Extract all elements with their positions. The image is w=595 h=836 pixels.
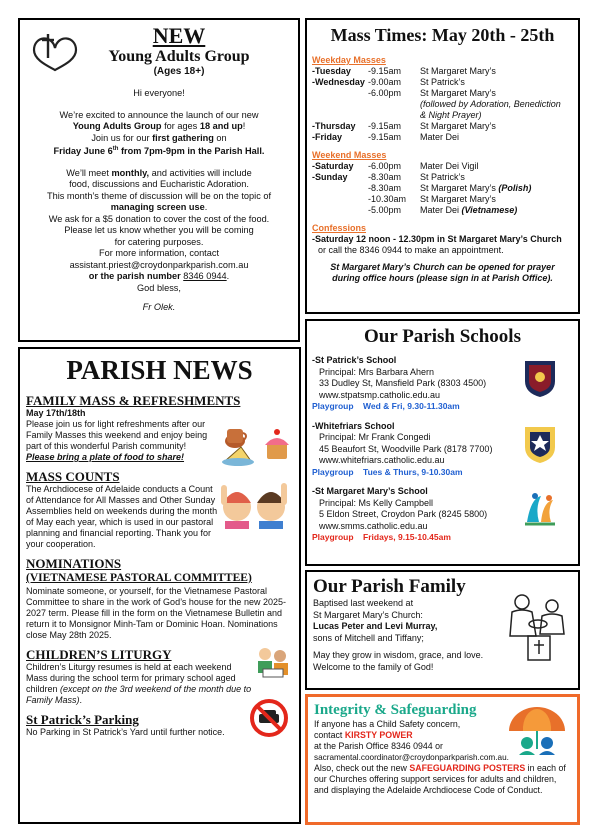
st-margaret-marys-logo-icon bbox=[521, 488, 559, 530]
weekday-row bbox=[312, 110, 573, 121]
children-reading-icon bbox=[255, 645, 291, 679]
parking-heading: St Patrick’s Parking bbox=[26, 712, 139, 727]
weekday-row bbox=[312, 77, 573, 88]
nominations-heading: NOMINATIONS bbox=[26, 556, 122, 571]
mass-day bbox=[312, 205, 368, 216]
family-title: Our Parish Family bbox=[313, 576, 466, 597]
weekday-row bbox=[312, 66, 573, 77]
mass-day: -Saturday bbox=[312, 161, 354, 171]
school-item bbox=[312, 486, 573, 544]
mass-day: -Tuesday bbox=[312, 66, 351, 76]
family-line-1: Baptised last weekend at bbox=[313, 598, 414, 608]
family-parents: sons of Mitchell and Tiffany; bbox=[313, 632, 424, 643]
safeguarding-line-2: contact KIRSTY POWER bbox=[314, 730, 413, 740]
school-website-link[interactable]: www.whitefriars.catholic.edu.au bbox=[319, 455, 445, 465]
school-address: 33 Dudley St, Mansfield Park (8303 4500) bbox=[319, 378, 487, 388]
family-line-2: St Margaret Mary’s Church: bbox=[313, 609, 423, 620]
mass-church: Mater Dei bbox=[420, 132, 460, 142]
mass-day bbox=[312, 110, 368, 121]
mass-time: -9.15am bbox=[368, 66, 402, 76]
mass-times-box bbox=[305, 18, 580, 314]
no-parking-icon bbox=[249, 698, 289, 738]
mass-church: Mater Dei (Vietnamese) bbox=[420, 205, 518, 215]
school-item bbox=[312, 421, 573, 479]
mass-day: -Thursday bbox=[312, 121, 356, 131]
weekend-row bbox=[312, 183, 573, 194]
safeguarding-umbrella-logo-icon bbox=[505, 703, 569, 761]
confessions-call: or call the 8346 0944 to make an appointment. bbox=[318, 245, 504, 255]
mass-counts-heading: MASS COUNTS bbox=[26, 469, 120, 484]
safeguarding-line-3: at the Parish Office 8346 0944 or bbox=[314, 741, 443, 751]
ya-paragraph-1: We’re excited to announce the launch of our new Young Adults Group for ages 18 and up! Join us for our first gathering on Friday June 6th from 7pm-9pm in the Parish Hall. bbox=[53, 109, 265, 157]
school-website-link[interactable]: www.stpatsmp.catholic.edu.au bbox=[319, 389, 441, 400]
weekday-list bbox=[312, 66, 573, 143]
weekend-row bbox=[312, 172, 573, 183]
mass-day: -Sunday bbox=[312, 172, 348, 182]
mass-church: St Patrick’s bbox=[420, 172, 465, 182]
weekend-row bbox=[312, 205, 573, 216]
ya-title-age: (Ages 18+) bbox=[153, 66, 205, 77]
ya-title-new: NEW bbox=[152, 23, 206, 48]
safeguarding-title: Integrity & Safeguarding bbox=[314, 702, 477, 718]
school-name: -St Patrick’s School bbox=[312, 355, 397, 365]
mass-church: St Margaret Mary’s bbox=[420, 88, 496, 98]
school-playgroup: Playgroup Tues & Thurs, 9-10.30am bbox=[312, 466, 463, 477]
school-playgroup: Playgroup Fridays, 9.15-10.45am bbox=[312, 532, 451, 542]
school-item bbox=[312, 355, 573, 413]
ya-greeting: Hi everyone! bbox=[133, 88, 185, 98]
parking-section bbox=[26, 712, 293, 738]
parking-body: No Parking in St Patrick’s Yard until further notice. bbox=[26, 727, 225, 737]
mass-day bbox=[312, 99, 368, 110]
mass-church: St Margaret Mary’s bbox=[420, 194, 496, 204]
school-principal: Principal: Mrs Barbara Ahern bbox=[319, 366, 435, 377]
mass-day bbox=[312, 88, 368, 99]
mass-time: -9.15am bbox=[368, 121, 402, 131]
news-title: PARISH NEWS bbox=[66, 355, 253, 385]
school-principal: Principal: Mr Frank Congedi bbox=[319, 432, 431, 442]
parish-schools-box bbox=[305, 319, 580, 566]
safeguarding-email-link[interactable]: sacramental.coordinator@croydonparkparish.com.au. bbox=[314, 753, 509, 762]
mass-time: -9.15am bbox=[368, 132, 402, 142]
family-mass-cta: Please bring a plate of food to share! bbox=[26, 452, 185, 462]
ya-paragraph-2: We’ll meet monthly, and activities will include food, discussions and Eucharistic Adoration. This month’s theme of discussion will be on the topic of managing screen use. We ask for a $5 donation to cover the cost of the food. Please let us know whether you will be coming for catering purposes. For more information, contact assistant.priest@croydonparkparish.com.au or the parish number 8346 0944. bbox=[46, 167, 272, 282]
school-list bbox=[312, 355, 573, 544]
parish-news-box bbox=[18, 347, 301, 824]
refreshments-icon bbox=[221, 411, 293, 469]
weekend-row bbox=[312, 161, 573, 172]
mass-church: St Margaret Mary’s (Polish) bbox=[420, 183, 532, 193]
confessions-line: -Saturday 12 noon - 12.30pm in St Margaret Mary’s Church bbox=[312, 234, 562, 244]
weekend-list bbox=[312, 161, 573, 216]
weekday-row bbox=[312, 121, 573, 132]
young-adults-box bbox=[18, 18, 300, 342]
ya-phone-link[interactable]: 8346 0944 bbox=[183, 271, 227, 282]
prayer-note: St Margaret Mary’s Church can be opened for prayer during office hours (please sign in at Parish Office). bbox=[330, 262, 555, 283]
school-address: 5 Eldon Street, Croydon Park (8245 5800) bbox=[319, 509, 488, 519]
nominations-body: Nominate someone, or yourself, for the Vietnamese Pastoral Committee to share in the work of God’s house for the new 2025-2027 term. Please fill in the form on the Vietnamese Bulletin and return it to Monsignor Minh-Tam or Dominic Hoan. Nominations close May 28th 2025. bbox=[26, 586, 286, 640]
weekday-row bbox=[312, 132, 573, 143]
school-address: 45 Beaufort St, Woodville Park (8178 7700) bbox=[319, 443, 493, 454]
nominations-section bbox=[26, 556, 293, 641]
school-name: -Whitefriars School bbox=[312, 420, 395, 431]
school-name: -St Margaret Mary’s School bbox=[312, 486, 428, 496]
mass-time: -8.30am bbox=[368, 183, 402, 193]
weekend-row bbox=[312, 194, 573, 205]
school-website-link[interactable]: www.smms.catholic.edu.au bbox=[319, 520, 428, 531]
nominations-subheading: (VIETNAMESE PASTORAL COMMITTEE) bbox=[26, 572, 252, 584]
mass-church: & Night Prayer) bbox=[420, 110, 482, 120]
weekday-row bbox=[312, 99, 573, 110]
school-principal: Principal: Ms Kelly Campbell bbox=[319, 497, 434, 508]
safeguarding-line-1: If anyone has a Child Safety concern, bbox=[314, 719, 461, 729]
mass-time: -9.00am bbox=[368, 77, 402, 87]
mass-title: Mass Times: May 20th - 25th bbox=[330, 25, 555, 45]
ya-email-link[interactable]: assistant.priest@croydonparkparish.com.au bbox=[69, 259, 249, 270]
parish-family-box bbox=[305, 570, 580, 690]
family-mass-date: May 17th/18th bbox=[26, 408, 86, 418]
safeguarding-line-5: Also, check out the new SAFEGUARDING POSTERS in each of our Churches offering support services for adults and children, and displaying the Adelaide Archdiocese Code of Conduct. bbox=[314, 763, 566, 795]
mass-time: -8.30am bbox=[368, 172, 402, 182]
mass-church: St Margaret Mary’s bbox=[420, 66, 496, 76]
liturgy-heading: CHILDREN’S LITURGY bbox=[26, 647, 172, 662]
mass-counts-body: The Archdiocese of Adelaide conducts a Count of Attendance for All Masses and Other Sunday Assemblies held on weekends during the month of May each year, which is used in our pastoral planning and financial reporting. Thank you for your cooperation. bbox=[26, 484, 218, 549]
mass-day: -Friday bbox=[312, 132, 343, 142]
mass-counts-section bbox=[26, 469, 293, 550]
weekend-heading: Weekend Masses bbox=[312, 150, 387, 160]
family-mass-body: Please join us for light refreshments after our Family Masses this weekend and enjoy being part of this wonderful Parish community! bbox=[26, 419, 208, 451]
family-names: Lucas Peter and Levi Murray, bbox=[313, 621, 438, 631]
mass-time: -10.30am bbox=[368, 194, 407, 204]
school-playgroup: Playgroup Wed & Fri, 9.30-11.30am bbox=[312, 401, 460, 411]
mass-church: (followed by Adoration, Benediction bbox=[420, 99, 561, 109]
weekday-row bbox=[312, 88, 573, 99]
mass-day: -Wednesday bbox=[312, 77, 365, 87]
baptism-illustration-icon bbox=[504, 590, 572, 664]
weekday-heading: Weekday Masses bbox=[312, 55, 386, 65]
mass-church: St Margaret Mary’s bbox=[420, 121, 496, 131]
mass-church: St Patrick’s bbox=[420, 77, 465, 87]
mass-time bbox=[368, 99, 420, 110]
cross-heart-logo-icon bbox=[28, 28, 82, 72]
mass-time: -6.00pm bbox=[368, 161, 402, 171]
ya-title-group: Young Adults Group bbox=[108, 48, 250, 65]
liturgy-body: Children’s Liturgy resumes is held at each weekend Mass during the school term for primary school aged children (except on the 3rd weekend of the month due to Family Mass). bbox=[26, 662, 252, 705]
mass-time: -5.00pm bbox=[368, 205, 402, 215]
mass-time bbox=[368, 110, 420, 121]
safeguarding-box bbox=[305, 694, 580, 825]
whitefriars-crest-icon bbox=[521, 423, 559, 465]
mass-day bbox=[312, 194, 368, 205]
raised-hands-people-icon bbox=[219, 477, 291, 529]
family-wish-1: May they grow in wisdom, grace, and love. bbox=[313, 650, 484, 660]
ya-signature: Fr Olek. bbox=[142, 302, 176, 313]
mass-church: Mater Dei Vigil bbox=[420, 161, 479, 171]
ya-signoff: God bless, bbox=[137, 282, 181, 293]
family-wish-2: Welcome to the family of God! bbox=[313, 661, 434, 672]
family-mass-heading: FAMILY MASS & REFRESHMENTS bbox=[26, 393, 241, 408]
mass-time: -6.00pm bbox=[368, 88, 402, 98]
family-mass-section bbox=[26, 393, 293, 463]
schools-title: Our Parish Schools bbox=[364, 326, 521, 347]
st-patricks-crest-icon bbox=[521, 357, 559, 399]
confessions-heading: Confessions bbox=[312, 223, 367, 233]
mass-day bbox=[312, 183, 368, 194]
